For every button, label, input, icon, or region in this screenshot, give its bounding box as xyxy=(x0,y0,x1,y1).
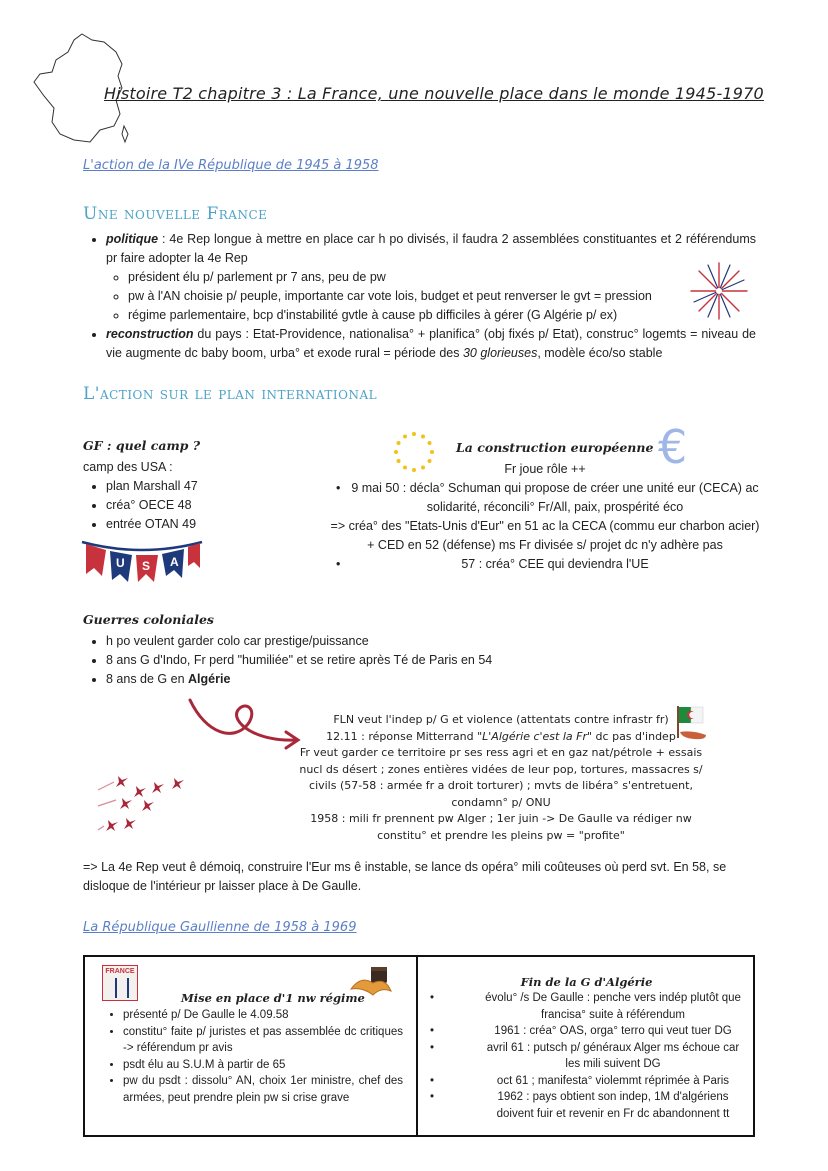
banner-letter-s: S xyxy=(142,559,151,573)
bullet-icon: • xyxy=(430,1041,435,1054)
algerie-line3: Fr veut garder ce territoire pr ses ress agri et en gaz nat/pétrole + essais nucl ds désert ; zones entières vidées de leur pop, tortures, massacres s/ civils (57-58 : armée fr a droit torturer) ; mvts de libéra° s'entretuent, condamn° p/ ONU xyxy=(299,746,703,809)
politique-text: : 4e Rep longue à mettre en place car h po divisés, il faudra 2 assemblées constituantes et 2 référendums pr faire adopter la 4e Rep xyxy=(106,232,756,265)
list-item: • psdt élu au S.U.M à partir de 65 xyxy=(123,1057,403,1074)
gaullienne-box xyxy=(83,955,755,1137)
list-item-text: avril 61 : putsch p/ généraux Alger ms échoue car les mili suivent DG xyxy=(486,1041,740,1070)
list-item: ◦ régime parlementaire, bcp d'instabilité gvtle à cause pb difficiles à gérer (G Algérie p/ ex) xyxy=(128,306,688,325)
algerie-line2-b: " dc pas d'indep xyxy=(587,729,676,743)
algerie-line2-italic: L'Algérie c'est la Fr xyxy=(482,729,587,743)
algerie-bold: Algérie xyxy=(188,672,231,686)
list-item: • présenté p/ De Gaulle le 4.09.58 xyxy=(123,1007,403,1024)
europe-bullet1-text: 9 mai 50 : décla° Schuman qui propose de créer une unité eur (CECA) ac solidarité, réconcili° Fr/All, paix, prospérité éco xyxy=(351,481,759,514)
fighter-jets-illustration xyxy=(96,770,196,840)
algerie-line1: FLN veut l'indep p/ G et violence (attentats contre infrastr fr) xyxy=(333,713,669,726)
conclusion-text: => La 4e Rep veut ê démoiq, construire l'Eur ms ê instable, se lance ds opéra° mili coûteuses où perd svt. En 58, se disloque de l'intérieur pr laisser place à De Gaulle. xyxy=(83,860,727,893)
coloniales-heading: Guerres coloniales xyxy=(83,612,214,627)
list-item-text: 1961 : créa° OAS, orga° terro qui veut tuer DG xyxy=(494,1025,732,1037)
bullet-icon: • xyxy=(336,481,341,495)
eiffel-tower-icon xyxy=(115,978,129,998)
subheading-plan-international: L'action sur le plan international xyxy=(83,384,378,404)
section-heading-republique-gaullienne: La République Gaullienne de 1958 à 1969 xyxy=(83,920,357,935)
croissant-coffee-icon xyxy=(347,965,395,1005)
list-item: • plan Marshall 47 xyxy=(106,477,198,496)
list-item: • créa° OECE 48 xyxy=(106,496,198,515)
list-item xyxy=(430,1073,748,1090)
list-item-text: oct 61 ; manifesta° violemmt réprimée à Paris xyxy=(496,1074,730,1087)
europe-heading: La construction européenne xyxy=(456,440,654,455)
banner-letter-a: A xyxy=(170,555,179,569)
list-item xyxy=(106,230,756,325)
list-item xyxy=(106,325,756,363)
bullet-icon: • xyxy=(430,1025,435,1037)
list-item xyxy=(430,1089,748,1122)
bullet-icon: • xyxy=(430,1074,435,1087)
reconstruction-label: reconstruction xyxy=(106,327,194,341)
fin-algerie-heading: Fin de la G d'Algérie xyxy=(520,975,653,989)
algerie-block xyxy=(296,712,706,844)
curly-arrow-icon xyxy=(186,694,306,754)
nouvelle-france-list xyxy=(86,230,756,363)
reconstruction-italic: 30 glorieuses xyxy=(462,346,538,360)
reconstruction-text: du pays : Etat-Providence, nationalisa° + planifica° (obj fixés p/ Etat), construc° logemts = niveau de vie augmente dc baby boom, urba° et exode rural = période des xyxy=(106,327,756,360)
algerie-prefix: 8 ans de G en xyxy=(106,672,189,686)
list-item xyxy=(430,1023,748,1040)
euro-icon: € xyxy=(658,420,688,474)
europe-line1: Fr joue rôle ++ xyxy=(504,462,586,476)
regime-heading: Mise en place d'1 nw régime xyxy=(181,991,365,1005)
europe-bullet2-text: 57 : créa° CEE qui deviendra l'UE xyxy=(461,557,649,571)
section-heading-ive-republique: L'action de la IVe République de 1945 à 1958 xyxy=(83,158,379,173)
list-item xyxy=(430,1040,748,1073)
europe-arrow-text: => créa° des "Etats-Unis d'Eur" en 51 ac la CECA (commu eur charbon acier) + CED en 52 (défense) ms Fr divisée s/ projet dc n'y adhère pas xyxy=(330,519,760,552)
gf-intro: camp des USA : xyxy=(83,460,173,474)
list-item: • h po veulent garder colo car prestige/puissance xyxy=(106,632,686,651)
bullet-icon: • xyxy=(430,992,435,1004)
list-item xyxy=(106,670,686,689)
gf-heading: GF : quel camp ? xyxy=(83,438,201,453)
list-item: ◦ président élu p/ parlement pr 7 ans, peu de pw xyxy=(128,268,688,287)
europe-bullet2 xyxy=(330,555,760,574)
subheading-nouvelle-france: Une nouvelle France xyxy=(83,204,268,224)
fin-algerie-list xyxy=(430,990,748,1122)
europe-bullet1 xyxy=(330,479,760,517)
page-title: Histoire T2 chapitre 3 : La France, une nouvelle place dans le monde 1945-1970 xyxy=(104,84,764,103)
algerie-line4: 1958 : mili fr prennent pw Alger ; 1er juin -> De Gaulle va rédiger nw constitu° et prendre les pleins pw = "profite" xyxy=(310,812,692,842)
list-item xyxy=(430,990,748,1023)
algerie-line2 xyxy=(296,729,706,746)
bullet-icon: • xyxy=(430,1091,435,1103)
france-badge-text: FRANCE xyxy=(105,968,135,975)
banner-letter-u: U xyxy=(116,556,125,570)
list-item-text: 1962 : pays obtient son indep, 1M d'algériens doivent fuir et revenir en Fr dc abandonnent tt xyxy=(496,1091,730,1120)
list-item: • constitu° faite p/ juristes et pas assemblée dc critiques -> référendum pr avis xyxy=(123,1024,403,1057)
reconstruction-text-end: , modèle éco/so stable xyxy=(537,346,663,360)
list-item: • pw du psdt : dissolu° AN, choix 1er ministre, chef des armées, peut prendre plein pw si crise grave xyxy=(123,1073,403,1106)
coloniales-list xyxy=(86,632,686,689)
list-item: • 8 ans G d'Indo, Fr perd "humiliée" et se retire après Té de Paris en 54 xyxy=(106,651,686,670)
algerie-line2-a: 12.11 : réponse Mitterrand " xyxy=(326,729,483,743)
fireworks-icon xyxy=(684,258,754,324)
regime-list xyxy=(103,1007,403,1106)
bullet-icon: • xyxy=(336,557,341,571)
list-item: • entrée OTAN 49 xyxy=(106,515,198,534)
gf-list xyxy=(86,477,198,534)
list-item-text: évolu° /s De Gaulle : penche vers indép plutôt que francisa° suite à référendum xyxy=(485,992,741,1021)
list-item: ◦ pw à l'AN choisie p/ peuple, importante car vote lois, budget et peut renverser le gvt = pression xyxy=(128,287,688,306)
politique-label: politique xyxy=(106,232,159,246)
france-badge-icon xyxy=(102,965,138,1001)
